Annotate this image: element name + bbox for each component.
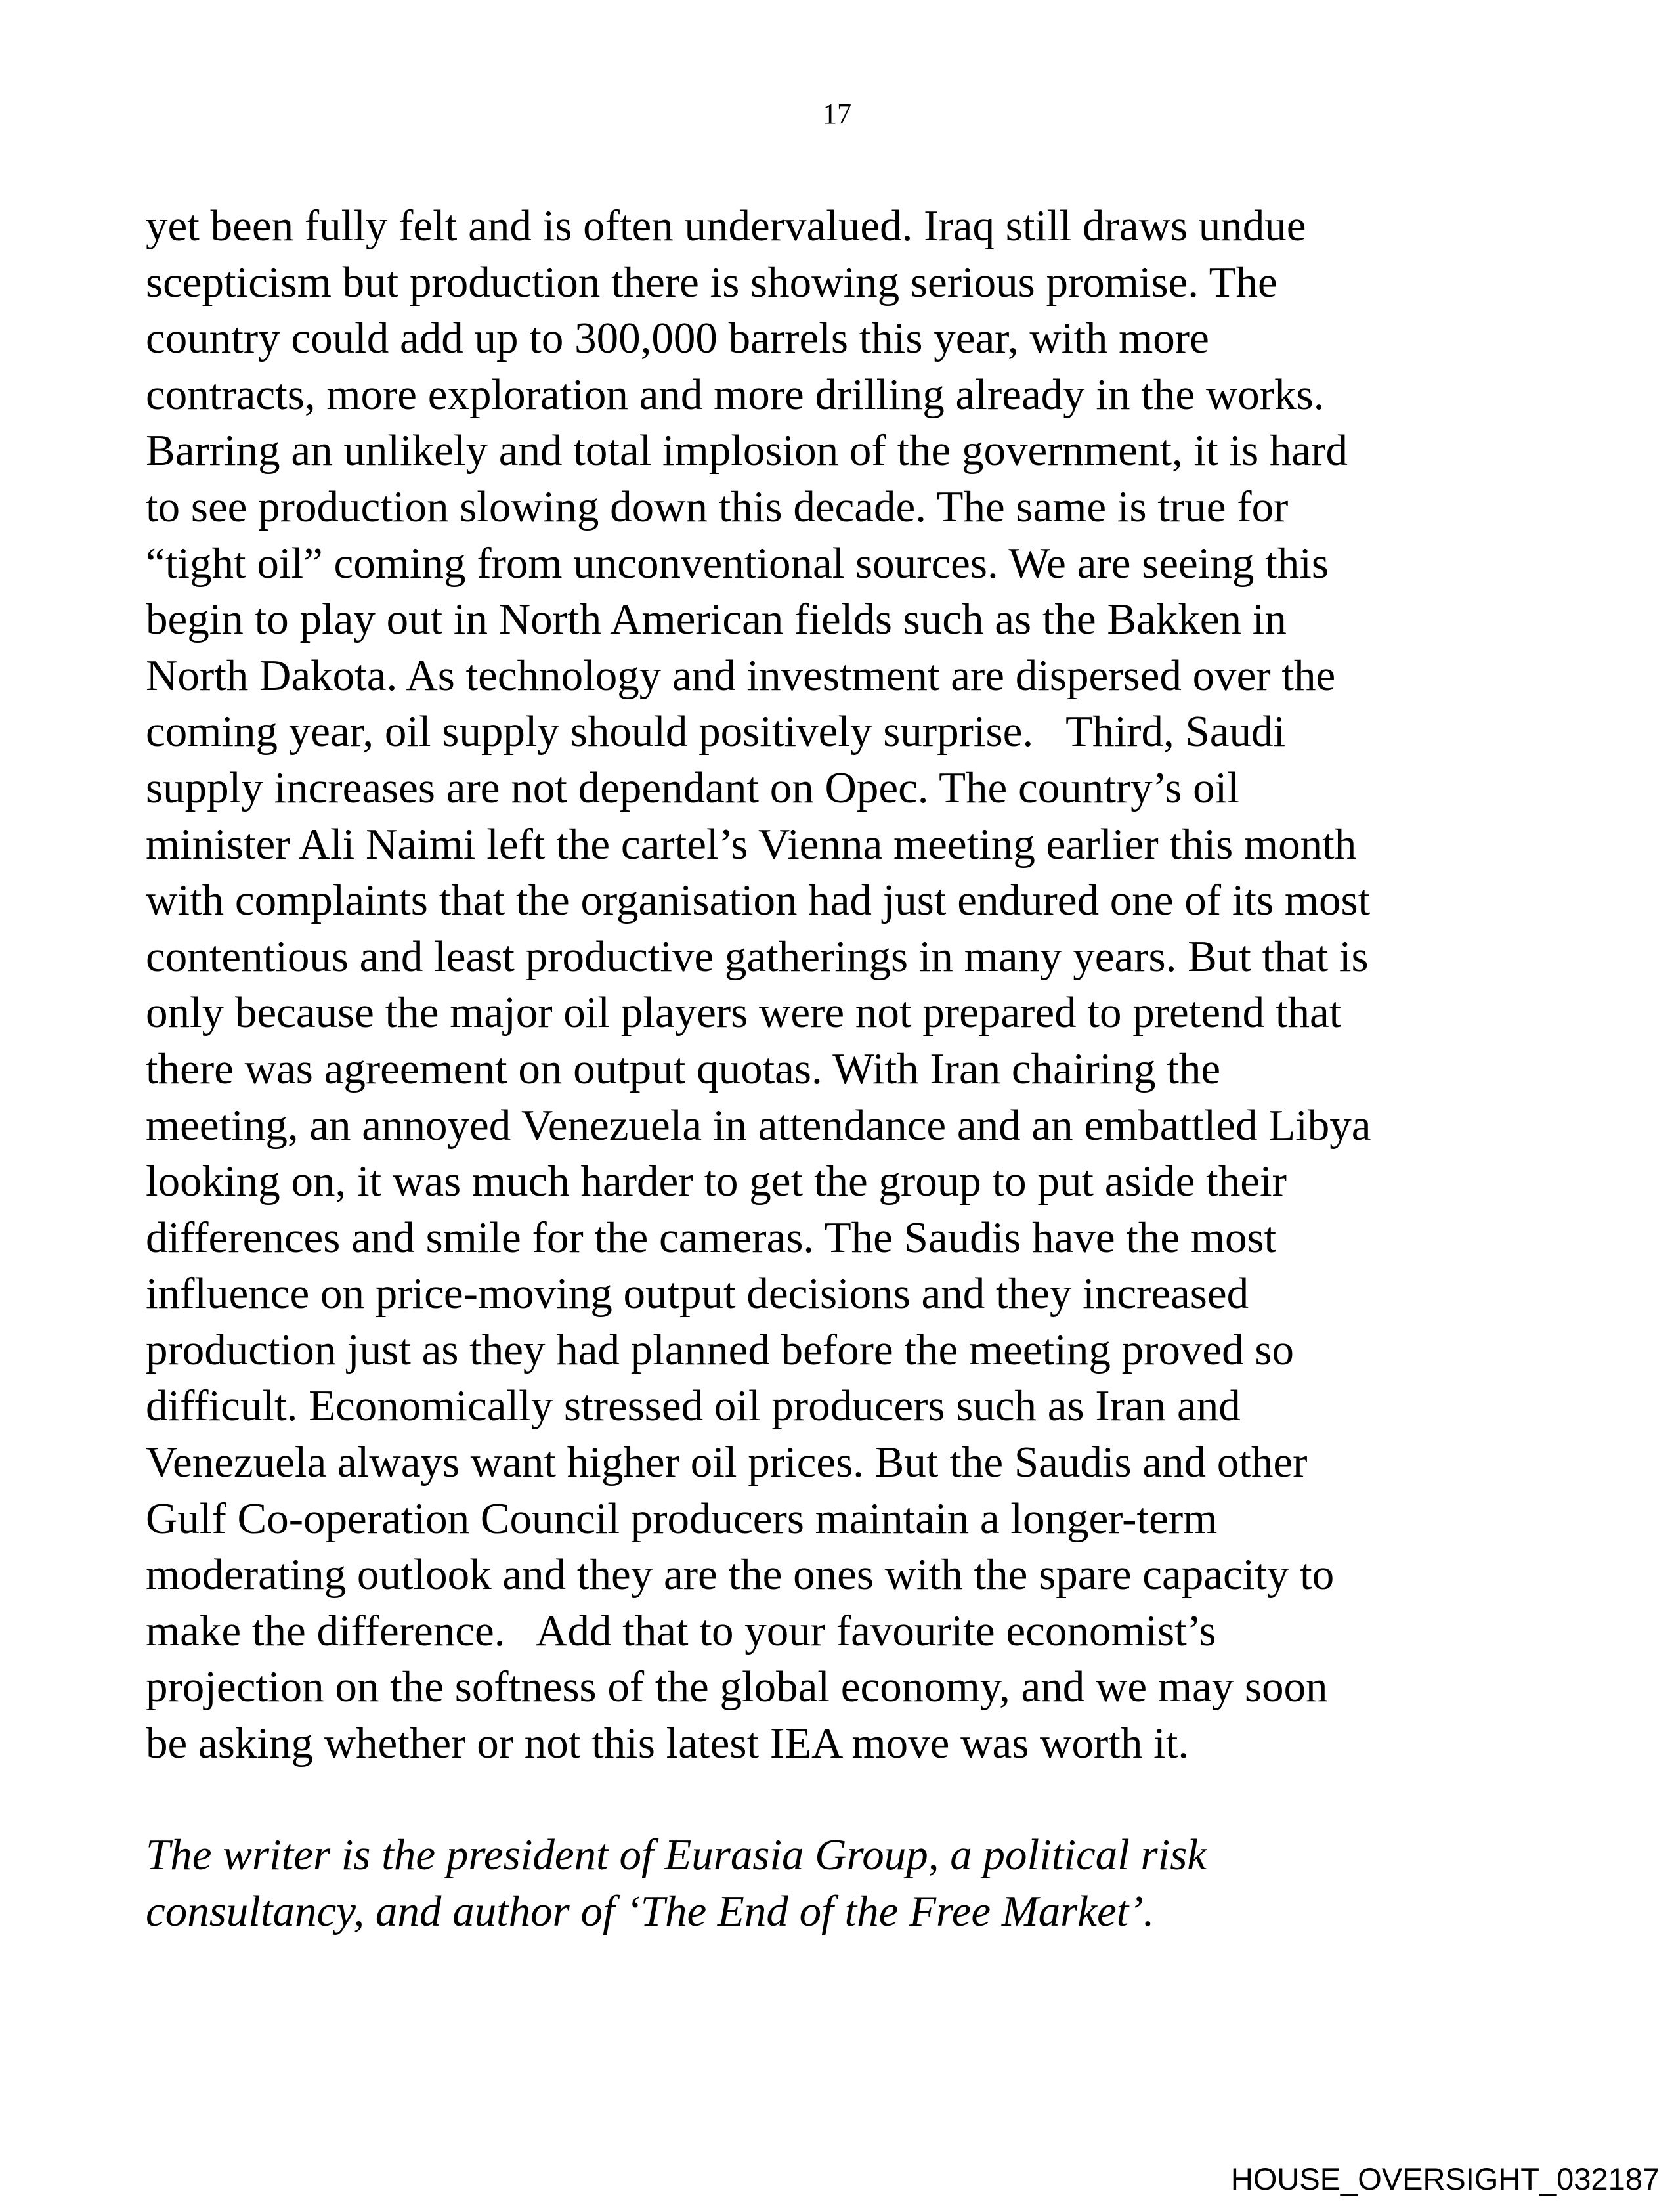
body-line: supply increases are not dependant on Opec. The country’s oil (146, 763, 1239, 812)
document-id-stamp: HOUSE_OVERSIGHT_032187 (1230, 2161, 1660, 2196)
body-line: Barring an unlikely and total implosion of the government, it is hard (146, 426, 1348, 475)
body-line: minister Ali Naimi left the cartel’s Vienna meeting earlier this month (146, 819, 1357, 869)
body-line: make the difference. Add that to your favourite economist’s (146, 1606, 1216, 1655)
body-line: contentious and least productive gatherings in many years. But that is (146, 932, 1369, 981)
body-line: meeting, an annoyed Venezuela in attendance and an embattled Libya (146, 1100, 1371, 1150)
body-line: production just as they had planned before the meeting proved so (146, 1325, 1294, 1374)
body-line: contracts, more exploration and more drilling already in the works. (146, 370, 1325, 419)
body-line: to see production slowing down this decade. The same is true for (146, 482, 1289, 531)
body-line: Venezuela always want higher oil prices. But the Saudis and other (146, 1438, 1308, 1487)
body-line: Gulf Co-operation Council producers maintain a longer-term (146, 1494, 1218, 1543)
body-line: difficult. Economically stressed oil producers such as Iran and (146, 1381, 1241, 1431)
body-line: be asking whether or not this latest IEA move was worth it. (146, 1719, 1190, 1768)
body-line: influence on price-moving output decisions and they increased (146, 1269, 1249, 1318)
article-body (146, 198, 1590, 1772)
body-line: looking on, it was much harder to get the group to put aside their (146, 1157, 1287, 1206)
byline-line: The writer is the president of Eurasia Group, a political risk (146, 1831, 1207, 1879)
author-byline (146, 1827, 1590, 1940)
body-line: coming year, oil supply should positively surprise. Third, Saudi (146, 707, 1286, 756)
body-line: with complaints that the organisation had just endured one of its most (146, 876, 1371, 925)
body-line: scepticism but production there is showing serious promise. The (146, 257, 1277, 307)
body-line: moderating outlook and they are the ones with the spare capacity to (146, 1550, 1335, 1599)
byline-line: consultancy, and author of ‘The End of the Free Market’. (146, 1887, 1155, 1936)
body-line: begin to play out in North American fields such as the Bakken in (146, 595, 1287, 644)
body-line: only because the major oil players were not prepared to pretend that (146, 988, 1342, 1037)
body-line: projection on the softness of the global economy, and we may soon (146, 1662, 1328, 1712)
body-line: differences and smile for the cameras. The Saudis have the most (146, 1213, 1277, 1262)
body-line: yet been fully felt and is often undervalued. Iraq still draws undue (146, 202, 1306, 250)
body-line: “tight oil” coming from unconventional sources. We are seeing this (146, 538, 1329, 588)
body-line: North Dakota. As technology and investment are dispersed over the (146, 651, 1336, 700)
body-line: country could add up to 300,000 barrels this year, with more (146, 314, 1209, 363)
body-line: there was agreement on output quotas. With Iran chairing the (146, 1044, 1221, 1093)
page-number: 17 (823, 98, 851, 130)
